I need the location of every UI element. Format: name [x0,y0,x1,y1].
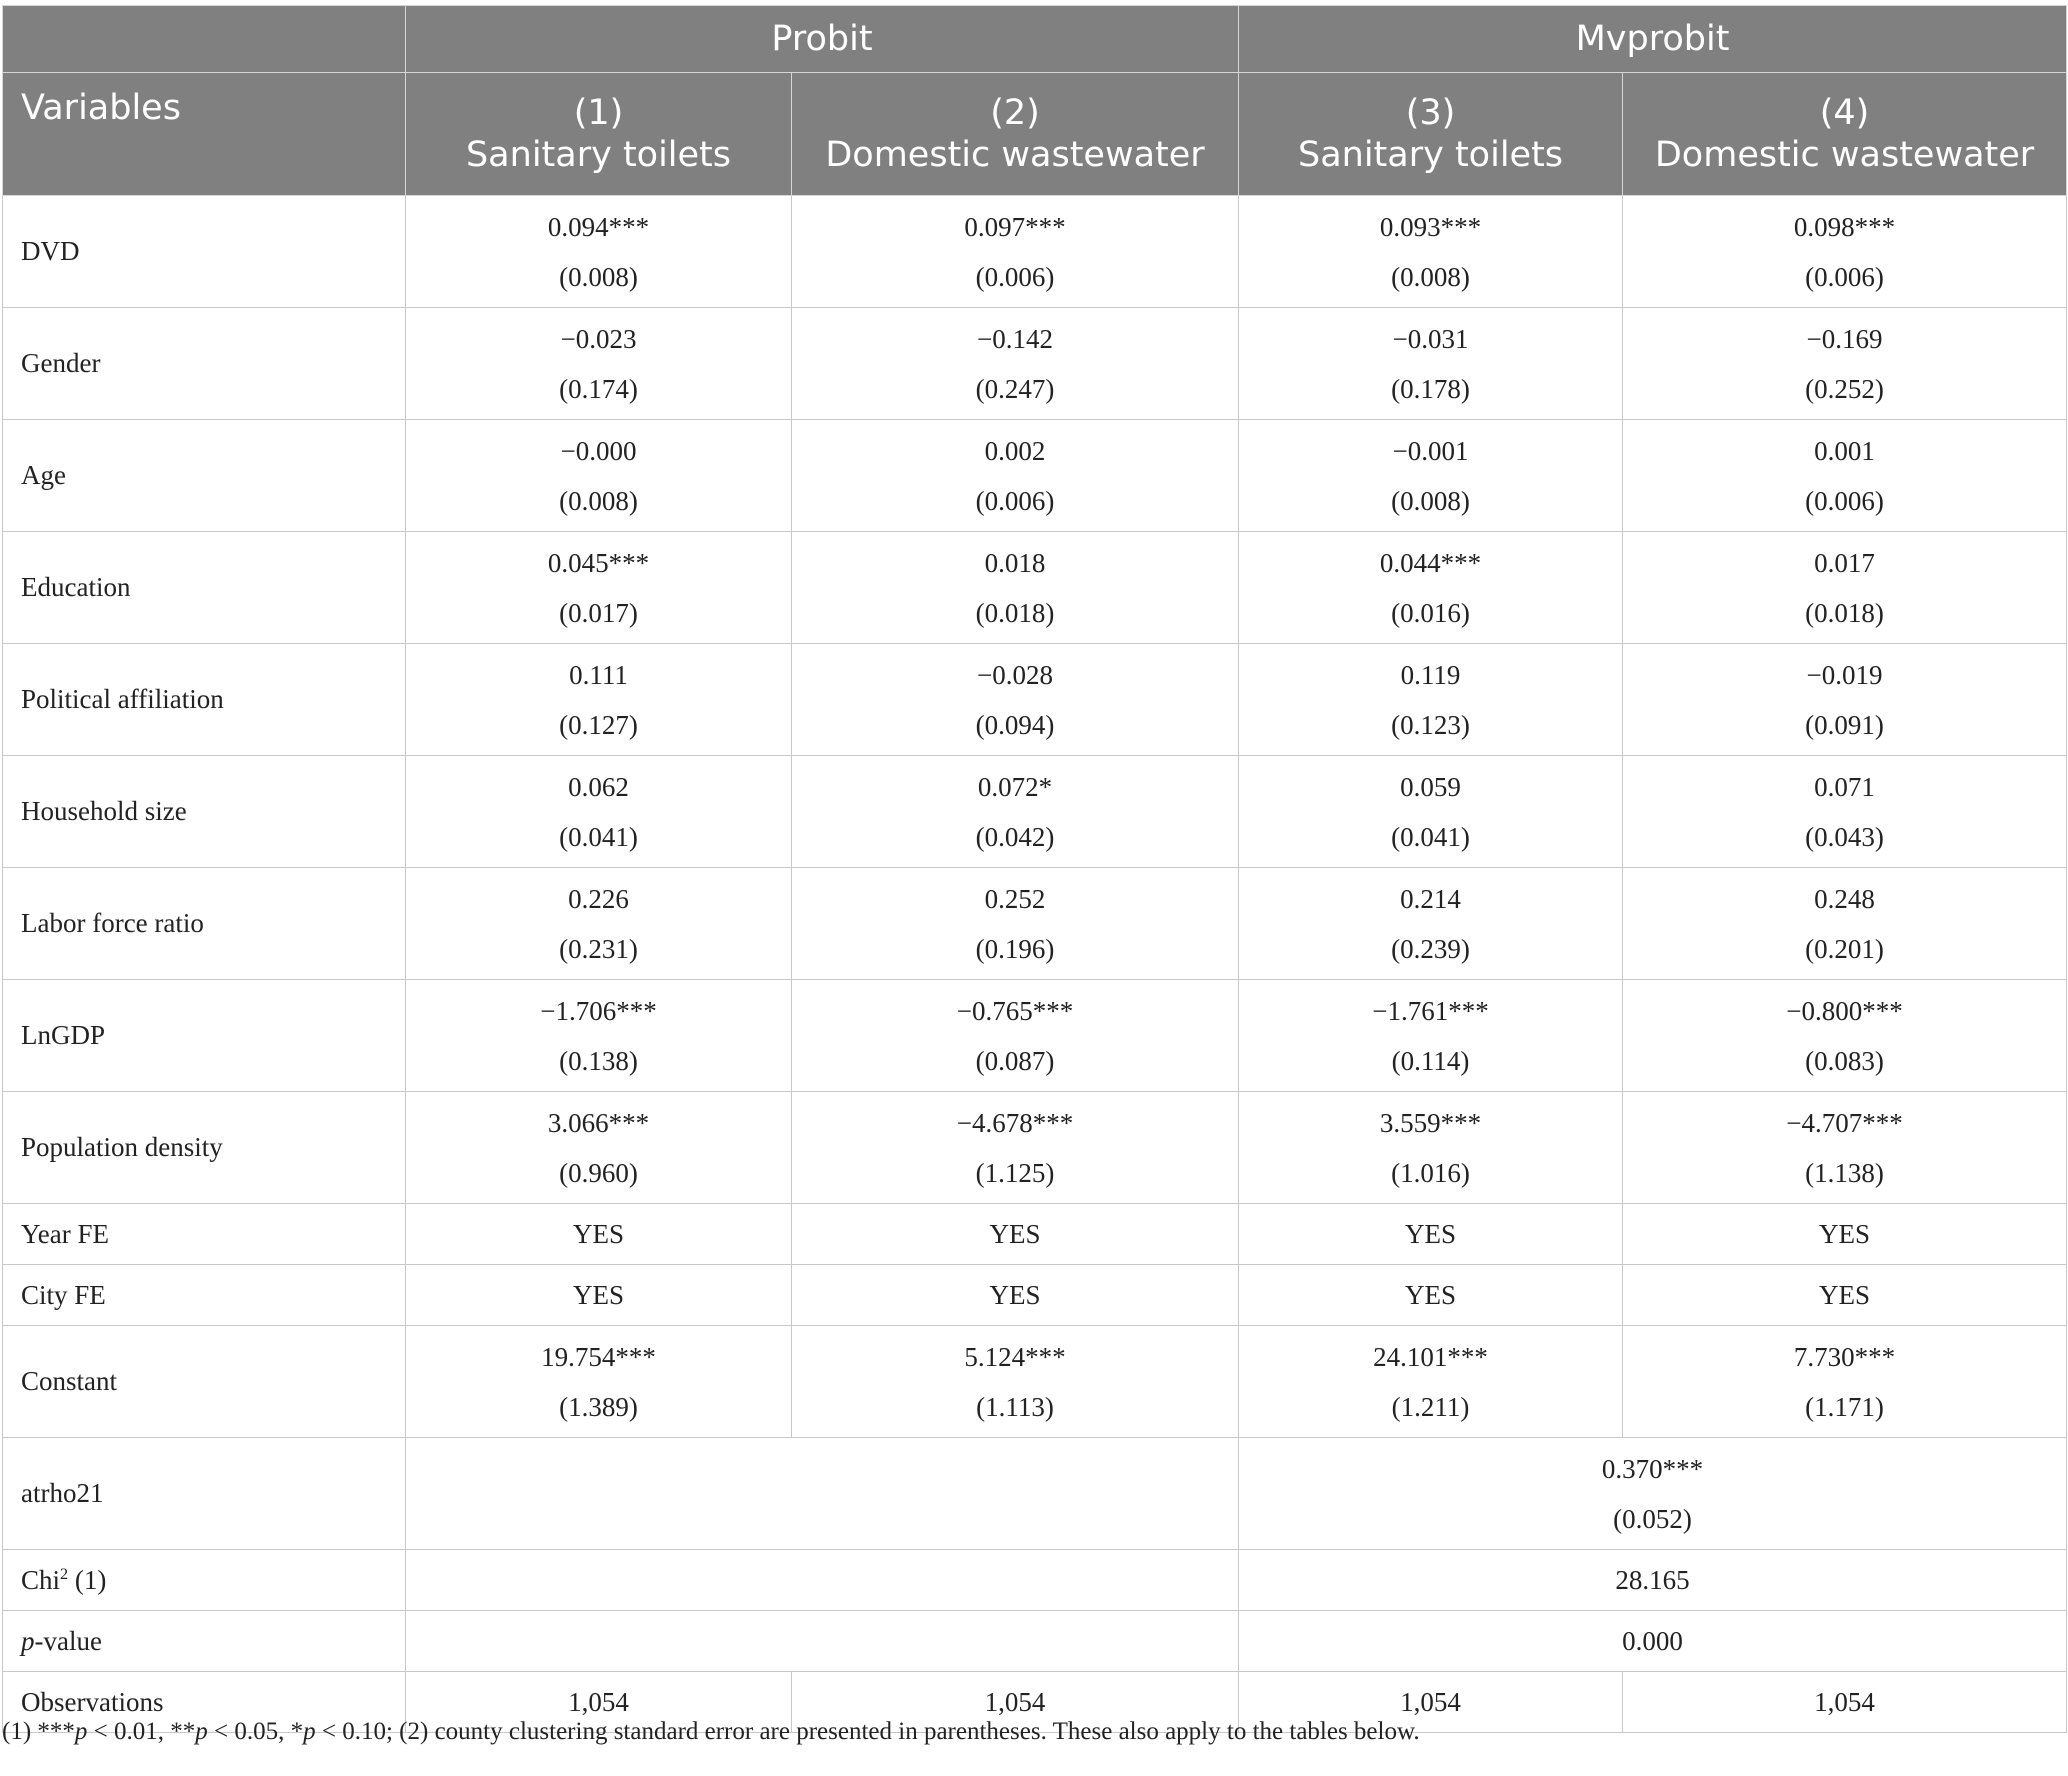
row-label: DVD [3,196,406,308]
table-body [3,196,2067,1733]
estimate-cell [1623,196,2067,308]
row-label: LnGDP [3,980,406,1092]
coefficient: −0.000 [560,435,637,466]
year-fe-cell: YES [1623,1204,2067,1265]
city-fe-cell: YES [406,1265,792,1326]
header-col-3-num: (3) [1405,93,1456,133]
standard-error: (1.389) [559,1391,638,1422]
standard-error: (1.211) [1391,1391,1470,1422]
coefficient: 0.097*** [964,211,1066,242]
row-label: Population density [3,1092,406,1204]
standard-error: (1.125) [975,1157,1055,1188]
atrho21-cell [1239,1438,2067,1550]
estimate-cell [1239,1092,1623,1204]
estimate-cell [406,980,792,1092]
coefficient: 0.045*** [547,547,650,578]
estimate-cell [792,196,1239,308]
coefficient: 3.066*** [547,1107,650,1138]
estimate-cell [792,420,1239,532]
standard-error: (0.041) [559,821,638,852]
table-row [3,868,2067,980]
standard-error: (0.006) [1805,485,1884,516]
row-label: Gender [3,308,406,420]
estimate-cell [792,756,1239,868]
estimate-cell [1623,420,2067,532]
standard-error: (0.960) [559,1157,638,1188]
coefficient: 7.730*** [1793,1341,1896,1372]
table-row-atrho21 [3,1438,2067,1550]
chi2-value: 28.165 [1239,1550,2067,1611]
coefficient: 0.001 [1814,435,1875,466]
header-group-mvprobit: Mvprobit [1239,6,2067,73]
header-col-1-name: Sanitary toilets [465,135,732,175]
standard-error: (0.174) [559,373,638,404]
observations-cell: 1,054 [792,1672,1239,1733]
header-col-1 [406,73,792,196]
standard-error: (0.094) [975,709,1055,740]
standard-error: (1.113) [976,1391,1054,1422]
estimate-cell [792,980,1239,1092]
estimate-cell [406,644,792,756]
standard-error: (0.006) [975,261,1055,292]
estimate-cell [1239,196,1623,308]
standard-error: (0.114) [1391,1045,1470,1076]
coefficient: 0.017 [1814,547,1875,578]
standard-error: (0.252) [1805,373,1884,404]
coefficient: 0.044*** [1379,547,1482,578]
coefficient: −0.023 [560,323,637,354]
standard-error: (0.231) [559,933,638,964]
header-col-4-name: Domestic wastewater [1654,135,2035,175]
table-row [3,1092,2067,1204]
estimate-cell [406,756,792,868]
row-label-chi2 [3,1550,406,1611]
estimate-cell [1623,756,2067,868]
standard-error: (0.008) [1391,485,1470,516]
estimate-cell [1623,532,2067,644]
city-fe-cell: YES [792,1265,1239,1326]
standard-error: (0.008) [559,485,638,516]
coefficient: −0.800*** [1786,995,1903,1026]
coefficient: 0.071 [1814,771,1875,802]
standard-error: (0.017) [559,597,638,628]
coefficient: 0.214 [1400,883,1461,914]
constant-cell [1239,1326,1623,1438]
row-label: Year FE [3,1204,406,1265]
estimate-cell [792,644,1239,756]
observations-cell: 1,054 [406,1672,792,1733]
observations-cell: 1,054 [1623,1672,2067,1733]
coefficient: 3.559*** [1379,1107,1482,1138]
header-group-probit: Probit [406,6,1239,73]
estimate-cell [406,1092,792,1204]
constant-cell [406,1326,792,1438]
standard-error: (0.091) [1805,709,1884,740]
standard-error: (0.008) [1391,261,1470,292]
estimate-cell [1623,980,2067,1092]
standard-error: (0.016) [1391,597,1470,628]
estimate-cell [1239,308,1623,420]
header-col-2-num: (2) [990,93,1040,133]
footnote-part-1: (1) *** [2,1718,75,1745]
standard-error: (0.239) [1391,933,1470,964]
coefficient: −0.765*** [956,995,1074,1026]
regression-table [2,5,2067,1733]
estimate-cell [792,1092,1239,1204]
estimate-cell [792,868,1239,980]
standard-error: (0.006) [975,485,1055,516]
coefficient: −0.028 [977,659,1053,690]
row-label: atrho21 [3,1438,406,1550]
chi2-label: Chi [21,1564,61,1595]
table-row [3,308,2067,420]
chi2-superscript: 2 [60,1564,69,1583]
table-footnote [2,1718,1420,1746]
standard-error: (0.018) [975,597,1055,628]
standard-error: (0.008) [559,261,638,292]
standard-error: (0.041) [1391,821,1470,852]
coefficient: −0.001 [1392,435,1469,466]
estimate-cell [1623,868,2067,980]
estimate-cell [1239,644,1623,756]
table-row [3,980,2067,1092]
table-row-city-fe [3,1265,2067,1326]
standard-error: (0.018) [1805,597,1884,628]
year-fe-cell: YES [406,1204,792,1265]
header-col-4-num: (4) [1819,93,1870,133]
estimate-cell [792,308,1239,420]
standard-error: (0.127) [559,709,638,740]
estimate-cell [1239,980,1623,1092]
table-row [3,644,2067,756]
coefficient: 0.370*** [1601,1453,1704,1484]
header-column-row [3,73,2067,196]
coefficient: −1.761*** [1372,995,1489,1026]
year-fe-cell: YES [792,1204,1239,1265]
estimate-cell [1239,756,1623,868]
footnote-part-4: < 0.10; (2) county clustering standard error are presented in parentheses. These also apply to the tables below. [315,1718,1420,1745]
row-label: Labor force ratio [3,868,406,980]
footnote-p-2: p [195,1718,208,1745]
standard-error: (1.138) [1805,1157,1884,1188]
coefficient: 0.062 [568,771,629,802]
estimate-cell [406,308,792,420]
row-label: Constant [3,1326,406,1438]
table-row-constant [3,1326,2067,1438]
coefficient: −0.031 [1392,323,1469,354]
chi2-suffix: (1) [68,1564,107,1595]
table-row-year-fe [3,1204,2067,1265]
estimate-cell [1239,532,1623,644]
table-row-pvalue [3,1611,2067,1672]
coefficient: 0.094*** [547,211,650,242]
constant-cell [1623,1326,2067,1438]
table-row-chi2 [3,1550,2067,1611]
coefficient: 0.002 [984,435,1046,466]
pvalue-value: 0.000 [1239,1611,2067,1672]
coefficient: −0.142 [977,323,1053,354]
header-col-3-name: Sanitary toilets [1297,135,1564,175]
pvalue-label-rest: -value [34,1625,102,1656]
year-fe-cell: YES [1239,1204,1623,1265]
table-row [3,756,2067,868]
city-fe-cell: YES [1239,1265,1623,1326]
coefficient: 24.101*** [1373,1341,1488,1372]
table-row [3,420,2067,532]
pvalue-label-italic: p [21,1625,35,1656]
estimate-cell [792,532,1239,644]
estimate-cell [406,868,792,980]
estimate-cell [406,532,792,644]
observations-cell: 1,054 [1239,1672,1623,1733]
coefficient: −4.678*** [956,1107,1074,1138]
footnote-p-3: p [303,1718,316,1745]
header-group-row [3,6,2067,73]
coefficient: −0.169 [1806,323,1883,354]
standard-error: (0.178) [1391,373,1470,404]
estimate-cell [406,196,792,308]
coefficient: 0.098*** [1793,211,1896,242]
standard-error: (0.196) [975,933,1055,964]
coefficient: 0.252 [984,883,1046,914]
standard-error: (1.171) [1805,1391,1884,1422]
header-col-2-name: Domestic wastewater [825,135,1205,175]
standard-error: (0.201) [1805,933,1884,964]
coefficient: 0.248 [1814,883,1875,914]
coefficient: 0.111 [569,659,628,690]
table-row [3,196,2067,308]
estimate-cell [1623,644,2067,756]
standard-error: (0.043) [1805,821,1884,852]
estimate-cell [1623,308,2067,420]
header-col-4 [1623,73,2067,196]
coefficient: 0.093*** [1379,211,1482,242]
coefficient: 0.226 [568,883,629,914]
estimate-cell [1239,868,1623,980]
footnote-part-3: < 0.05, * [207,1718,304,1745]
estimate-cell [406,420,792,532]
coefficient: 19.754*** [541,1341,656,1372]
atrho21-empty-cell [406,1438,1239,1550]
header-corner [3,6,406,73]
footnote-p-1: p [74,1718,88,1745]
standard-error: (0.083) [1805,1045,1884,1076]
header-col-1-num: (1) [573,93,624,133]
city-fe-cell: YES [1623,1265,2067,1326]
coefficient: −4.707*** [1786,1107,1903,1138]
standard-error: (0.138) [559,1045,638,1076]
row-label: Observations [3,1672,406,1733]
standard-error: (0.087) [975,1045,1055,1076]
row-label: Education [3,532,406,644]
estimate-cell [1239,420,1623,532]
estimate-cell [1623,1092,2067,1204]
standard-error: (0.042) [975,821,1055,852]
chi2-empty-cell [406,1550,1239,1611]
coefficient: 5.124*** [964,1341,1066,1372]
coefficient: 0.119 [1400,659,1461,690]
pvalue-empty-cell [406,1611,1239,1672]
coefficient: −1.706*** [540,995,657,1026]
row-label-pvalue [3,1611,406,1672]
header-variables: Variables [3,73,406,196]
header-col-2 [792,73,1239,196]
table-row [3,532,2067,644]
coefficient: 0.072* [977,771,1053,802]
footnote-part-2: < 0.01, ** [87,1718,196,1745]
coefficient: 0.018 [984,547,1046,578]
standard-error: (1.016) [1391,1157,1470,1188]
coefficient: −0.019 [1806,659,1883,690]
header-col-3 [1239,73,1623,196]
coefficient: 0.059 [1400,771,1461,802]
constant-cell [792,1326,1239,1438]
standard-error: (0.006) [1805,261,1884,292]
row-label: City FE [3,1265,406,1326]
standard-error: (0.247) [975,373,1055,404]
row-label: Age [3,420,406,532]
row-label: Household size [3,756,406,868]
row-label: Political affiliation [3,644,406,756]
standard-error: (0.052) [1613,1503,1692,1534]
standard-error: (0.123) [1391,709,1470,740]
